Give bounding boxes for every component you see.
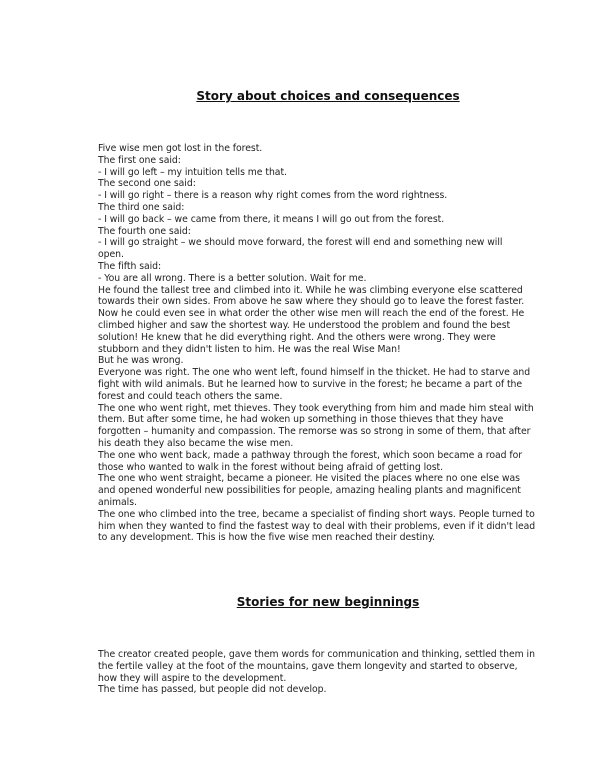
story-line: The creator created people, gave them words for communication and thinking, settled them in	[98, 649, 535, 660]
story-line: The fifth said:	[98, 260, 162, 272]
story-body-choices	[98, 143, 578, 544]
story-body-new-beginnings	[98, 649, 578, 696]
story-line: - I will go straight – we should move forward, the forest will end and something new will	[98, 237, 503, 249]
story-line: forgotten – humanity and compassion. The remorse was so strong in some of them, that after	[98, 426, 531, 438]
story-line: his death they also became the wise men.	[98, 437, 294, 449]
story-line: The time has passed, but people did not develop.	[98, 684, 327, 696]
story-line: and opened wonderful new possibilities for people, amazing healing plants and magnificent	[98, 485, 521, 497]
story-line: - You are all wrong. There is a better solution. Wait for me.	[98, 272, 367, 284]
story-line: The one who went right, met thieves. They took everything from him and made him steal with	[98, 402, 534, 414]
story-line: to any development. This is how the five wise men reached their destiny.	[98, 532, 435, 544]
section-title-choices: Story about choices and consequences	[196, 89, 460, 103]
section-title-new-beginnings: Stories for new beginnings	[236, 595, 420, 609]
story-line: him when they wanted to find the fastest way to deal with their problems, even if it didn't lead	[98, 520, 536, 532]
story-line: fight with wild animals. But he learned how to survive in the forest; he became a part of the	[98, 378, 523, 390]
story-line: The one who went back, made a pathway through the forest, which soon became a road for	[98, 449, 522, 461]
story-line: those who wanted to walk in the forest without being afraid of getting lost.	[98, 461, 444, 473]
story-line: forest and could teach others the same.	[98, 390, 283, 402]
story-line: climbed higher and saw the shortest way. He understood the problem and found the best	[98, 319, 511, 331]
story-line: - I will go back – we came from there, it means I will go out from the forest.	[98, 213, 445, 225]
story-line: Five wise men got lost in the forest.	[98, 143, 263, 154]
story-line: open.	[98, 249, 124, 261]
story-line: towards their own sides. From above he saw where they should go to leave the forest faster.	[98, 296, 525, 308]
story-line: He found the tallest tree and climbed into it. While he was climbing everyone else scattered	[98, 284, 523, 296]
story-line: But he was wrong.	[98, 355, 184, 367]
story-line: The fourth one said:	[98, 225, 191, 237]
story-line: The one who went straight, became a pioneer. He visited the places where no one else was	[98, 473, 520, 485]
story-line: The third one said:	[98, 201, 185, 213]
story-line: stubborn and they didn't listen to him. He was the real Wise Man!	[98, 343, 401, 355]
story-line: - I will go right – there is a reason why right comes from the word rightness.	[98, 190, 448, 202]
story-line: them. But after some time, he had woken up something in those thieves that they have	[98, 414, 504, 426]
story-line: The second one said:	[98, 178, 196, 190]
story-line: animals.	[98, 496, 137, 508]
story-line: Everyone was right. The one who went left, found himself in the thicket. He had to starve and	[98, 367, 531, 379]
story-line: - I will go left – my intuition tells me that.	[98, 166, 287, 178]
story-line: The first one said:	[98, 154, 181, 166]
story-line: how they will aspire to the development.	[98, 672, 287, 684]
story-line: the fertile valley at the foot of the mountains, gave them longevity and started to observe,	[98, 660, 518, 672]
story-line: The one who climbed into the tree, became a specialist of finding short ways. People turned to	[98, 508, 535, 520]
story-line: solution! He knew that he did everything right. And the others were wrong. They were	[98, 331, 496, 343]
story-line: Now he could even see in what order the other wise men will reach the end of the forest. He	[98, 308, 525, 320]
